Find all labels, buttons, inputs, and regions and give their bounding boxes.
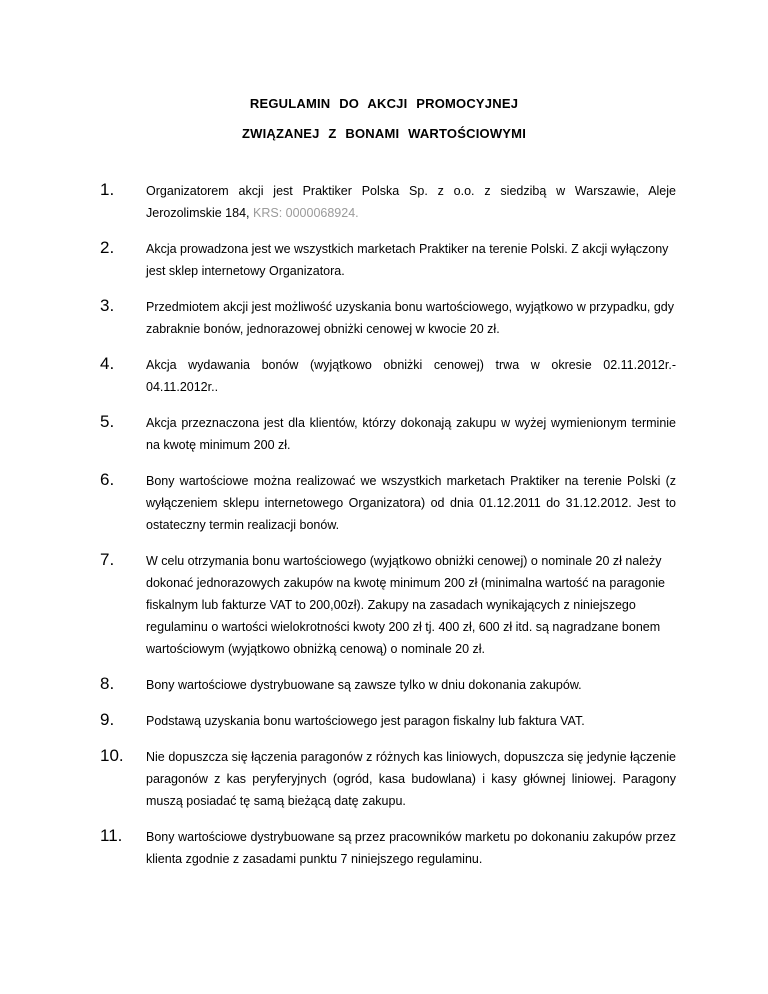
item-text: Akcja prowadzona jest we wszystkich marketach Praktiker na terenie Polski. Z akcji wyłączony jest sklep internetowy Organizatora. [146, 242, 669, 278]
title-line-2: ZWIĄZANEJ Z BONAMI WARTOŚCIOWYMI [241, 126, 527, 141]
item-text: Bony wartościowe dystrybuowane są zawsze tylko w dniu dokonania zakupów. [146, 678, 582, 692]
regulation-item-4 [100, 354, 676, 398]
item-text: Akcja przeznaczona jest dla klientów, którzy dokonają zakupu w wyżej wymienionym terminie na kwotę minimum 200 zł. [146, 416, 676, 452]
item-text: Bony wartościowe dystrybuowane są przez pracowników marketu po dokonaniu zakupów przez klienta zgodnie z zasadami punktu 7 niniejszego regulaminu. [146, 830, 676, 866]
regulation-item-9 [100, 710, 676, 732]
regulation-item-11 [100, 826, 676, 870]
regulation-item-1 [100, 180, 676, 224]
regulation-item-2 [100, 238, 676, 282]
item-text: Organizatorem akcji jest Praktiker Polska Sp. z o.o. z siedzibą w Warszawie, Aleje Jerozolimskie 184, [146, 184, 676, 220]
regulation-item-6 [100, 470, 676, 536]
item-number: 3. [100, 296, 115, 315]
item-number: 1. [100, 180, 115, 199]
item-number: 9. [100, 710, 115, 729]
document-title [0, 96, 768, 142]
item-number: 11. [100, 826, 123, 845]
item-number: 5. [100, 412, 115, 431]
title-line-1: REGULAMIN DO AKCJI PROMOCYJNEJ [249, 96, 519, 111]
item-text: W celu otrzymania bonu wartościowego (wyjątkowo obniżki cenowej) o nominale 20 zł należy dokonać jednorazowych zakupów na kwotę minimum 200 zł (minimalna wartość na paragonie fiskalnym lub fakturze VAT to 200,00zł). Zakupy na zasadach wynikających z niniejszego regulaminu o wartości wielokrotności kwoty 200 zł tj. 400 zł, 600 zł itd. są nagradzane bonem wartościowym (wyjątkowo obniżką cenową) o nominale 20 zł. [146, 554, 666, 656]
item-text: Przedmiotem akcji jest możliwość uzyskania bonu wartościowego, wyjątkowo w przypadku, gdy zabraknie bonów, jednorazowej obniżki cenowej w kwocie 20 zł. [146, 300, 674, 336]
regulation-item-3 [100, 296, 676, 340]
regulation-list [100, 180, 676, 884]
regulation-item-7 [100, 550, 676, 660]
regulation-item-8 [100, 674, 676, 696]
item-text: Bony wartościowe można realizować we wszystkich marketach Praktiker na terenie Polski (z wyłączeniem sklepu internetowego Organizatora) od dnia 01.12.2011 do 31.12.2012. Jest to ostateczny termin realizacji bonów. [146, 474, 676, 532]
item-number: 4. [100, 354, 115, 373]
item-number: 7. [100, 550, 115, 569]
krs-number: KRS: 0000068924. [249, 206, 359, 220]
item-number: 2. [100, 238, 115, 257]
item-number: 10. [100, 746, 124, 765]
item-text: Akcja wydawania bonów (wyjątkowo obniżki cenowej) trwa w okresie 02.11.2012r.- 04.11.2012r.. [146, 358, 676, 394]
regulation-item-10 [100, 746, 676, 812]
item-number: 8. [100, 674, 115, 693]
regulation-item-5 [100, 412, 676, 456]
item-text: Podstawą uzyskania bonu wartościowego jest paragon fiskalny lub faktura VAT. [146, 714, 585, 728]
item-number: 6. [100, 470, 115, 489]
item-text: Nie dopuszcza się łączenia paragonów z różnych kas liniowych, dopuszcza się jedynie łączenie paragonów z kas peryferyjnych (ogród, kasa budowlana) i kasy głównej liniowej. Paragony muszą posiadać tę samą bieżącą datę zakupu. [146, 750, 676, 808]
